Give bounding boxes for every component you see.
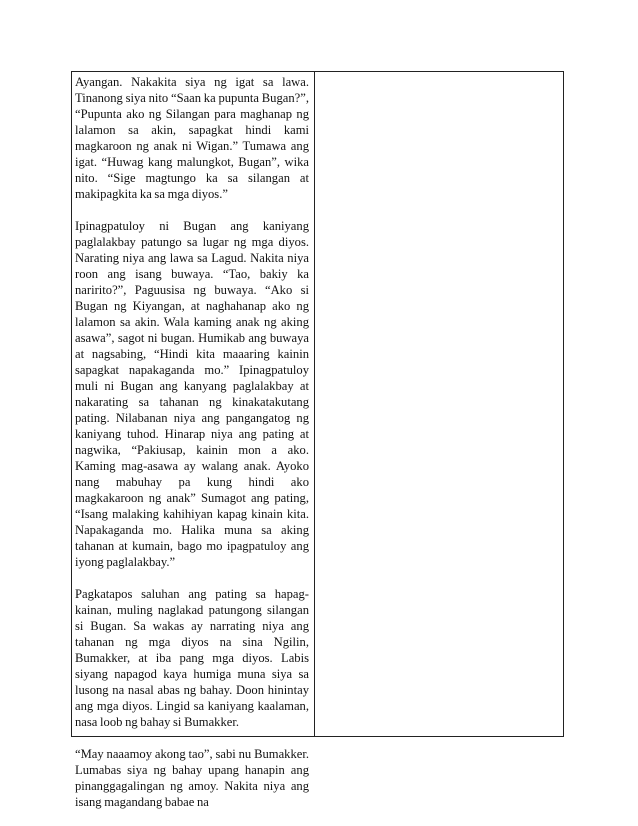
document-table xyxy=(71,71,564,809)
empty-notes-column xyxy=(315,72,563,736)
story-text-column xyxy=(72,72,315,809)
paragraph-mga-diyos: Pagkatapos saluhan ang pating sa hapag-kainan, muling naglakad patungong silangan si Bugan. Sa wakas ay narrating niya ang tahanan ng mga diyos na sina Ngilin, Bumakker, at iba pang mga diyos. Labis siyang napagod kaya humiga muna siya sa lusong na nasal abas ng bahay. Doon hinintay ang mga diyos. Lingid sa kaniyang kaalaman, nasa loob ng bahay si Bumakker. xyxy=(75,587,309,729)
paragraph-igat: Ayangan. Nakakita siya ng igat sa lawa. Tinanong siya nito “Saan ka pupunta Bugan?”, “Pupunta ako ng Silangan para maghanap ng lalamon sa akin, sapagkat hindi kami magkaroon ng anak ni Wigan.” Tumawa ang igat. “Huwag kang malungkot, Bugan”, wika nito. “Sige magtungo ka sa silangan at makipagkita ka sa mga diyos.” xyxy=(75,75,309,201)
paragraph-buwaya-pating: Ipinagpatuloy ni Bugan ang kaniyang paglalakbay patungo sa lugar ng mga diyos. Narating niya ang lawa sa Lagud. Nakita niya roon ang isang buwaya. “Tao, bakiy ka naririto?”, Paguusisa ng buwaya. “Ako si Bugan ng Kiyangan, at naghahanap ako ng lalamon sa akin. Wala kaming anak ng aking asawa”, sagot ni bugan. Humikab ang buwaya at nagsabing, “Hindi kita maaaring kainin sapagkat napakaganda mo.” Ipinagpatuloy muli ni Bugan ang kanyang paglalakbay at nakarating sa tahanan ng kinakatakutang pating. Nilabanan niya ang pangangatog ng kaniyang tuhod. Hinarap niya ang pating at nagwika, “Pakiusap, kainin mon a ako. Kaming mag-asawa ay walang anak. Ayoko nang mabuhay pa kung hindi ako magkakaroon ng anak” Sumagot ang pating, “Isang malaking kahihiyan kapag kinain kita. Napakaganda mo. Halika muna sa aking tahanan at kumain, bago mo ipagpatuloy ang iyong paglalakbay.” xyxy=(75,219,309,569)
paragraph-bumakker: “May naaamoy akong tao”, sabi nu Bumakker. Lumabas siya ng bahay upang hanapin ang pinanggagalingan ng amoy. Nakita niya ang isang magandang babae na xyxy=(75,747,309,809)
